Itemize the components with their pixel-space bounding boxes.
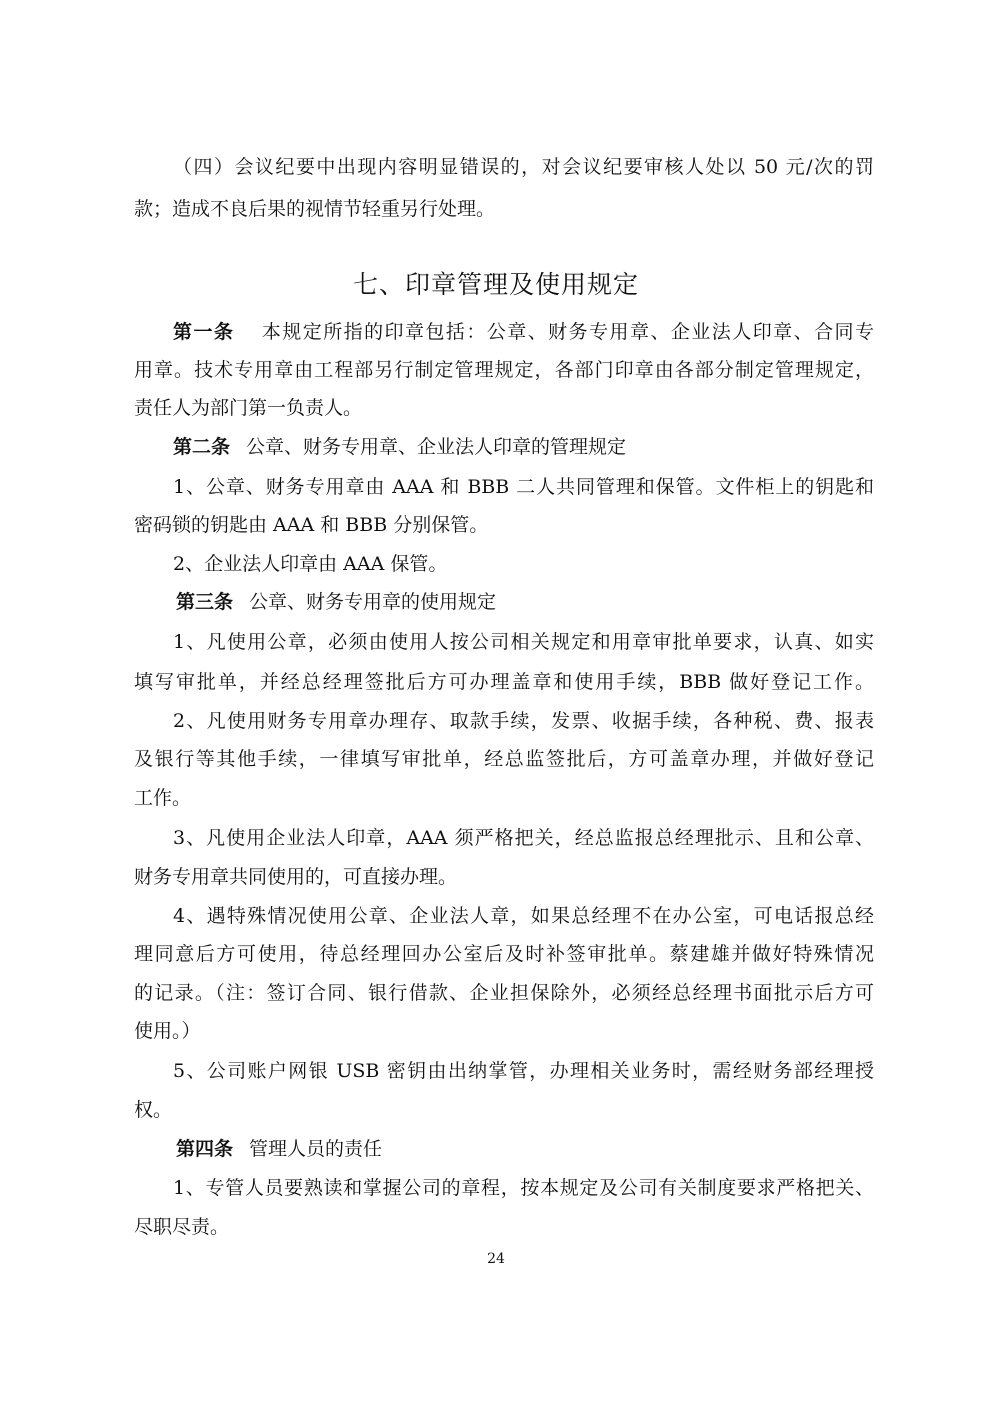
- article-3-item-4-line-3: 的记录。（注：签订合同、银行借款、企业担保除外，必须经总经理书面批示后方可: [134, 982, 874, 1004]
- article-3-heading: 第三条: [176, 591, 234, 613]
- article-2-heading-line: [173, 434, 874, 460]
- page-number: 24: [487, 1251, 505, 1267]
- article-3-item-5-line-2: 权。: [134, 1099, 173, 1121]
- article-1-line-1: [173, 319, 874, 345]
- article-2-item-2: 2、企业法人印章由 AAA 保管。: [173, 553, 448, 575]
- article-2-item-1-line-1: 1、公章、财务专用章由 AAA 和 BBB 二人共同管理和保管。文件柜上的钥匙和: [173, 476, 874, 498]
- section-title: 七、印章管理及使用规定: [352, 270, 639, 299]
- article-3-title: 公章、财务专用章的使用规定: [249, 591, 497, 613]
- paragraph-4-line-2: 款；造成不良后果的视情节轻重另行处理。: [134, 198, 496, 220]
- article-3-item-1-line-2: 填写审批单，并经总经理签批后方可办理盖章和使用手续，BBB 做好登记工作。: [134, 671, 874, 693]
- article-4-heading: 第四条: [176, 1138, 234, 1160]
- article-3-item-5-line-1: 5、公司账户网银 USB 密钥由出纳掌管，办理相关业务时，需经财务部经理授: [173, 1060, 874, 1082]
- article-3-item-2-line-2: 及银行等其他手续，一律填写审批单，经总监签批后，方可盖章办理，并做好登记: [134, 748, 874, 770]
- article-3-item-3-line-1: 3、凡使用企业法人印章，AAA 须严格把关，经总监报总经理批示、且和公章、: [173, 827, 874, 849]
- article-1-line-3: 责任人为部门第一负责人。: [134, 397, 363, 419]
- article-3-heading-line: [176, 589, 877, 615]
- article-4-title: 管理人员的责任: [249, 1138, 383, 1160]
- paragraph-4-line-1: （四）会议纪要中出现内容明显错误的，对会议纪要审核人处以 50 元/次的罚: [173, 156, 874, 178]
- article-4-item-1-line-2: 尽职尽责。: [134, 1216, 230, 1238]
- article-2-item-1-line-2: 密码锁的钥匙由 AAA 和 BBB 分别保管。: [134, 514, 489, 536]
- article-4-heading-line: [176, 1136, 877, 1162]
- article-3-item-4-line-4: 使用。）: [134, 1020, 201, 1042]
- article-2-heading: 第二条: [173, 436, 231, 458]
- article-3-item-4-line-2: 理同意后方可使用，待总经理回办公室后及时补签审批单。蔡建雄并做好特殊情况: [134, 943, 874, 965]
- article-3-item-2-line-3: 工作。: [134, 787, 192, 809]
- article-1-heading: 第一条: [173, 321, 235, 343]
- article-1-line-2: 用章。技术专用章由工程部另行制定管理规定，各部门印章由各部分制定管理规定，: [134, 359, 874, 381]
- article-3-item-2-line-1: 2、凡使用财务专用章办理存、取款手续，发票、收据手续，各种税、费、报表: [173, 710, 874, 732]
- article-2-title: 公章、财务专用章、企业法人印章的管理规定: [246, 436, 627, 458]
- article-3-item-4-line-1: 4、遇特殊情况使用公章、企业法人章，如果总经理不在办公室，可电话报总经: [173, 905, 874, 927]
- article-3-item-3-line-2: 财务专用章共同使用的，可直接办理。: [134, 866, 458, 888]
- article-1-text: 本规定所指的印章包括：公章、财务专用章、企业法人印章、合同专: [260, 321, 874, 343]
- article-3-item-1-line-1: 1、凡使用公章，必须由使用人按公司相关规定和用章审批单要求，认真、如实: [173, 631, 874, 653]
- article-4-item-1-line-1: 1、专管人员要熟读和掌握公司的章程，按本规定及公司有关制度要求严格把关、: [173, 1177, 874, 1199]
